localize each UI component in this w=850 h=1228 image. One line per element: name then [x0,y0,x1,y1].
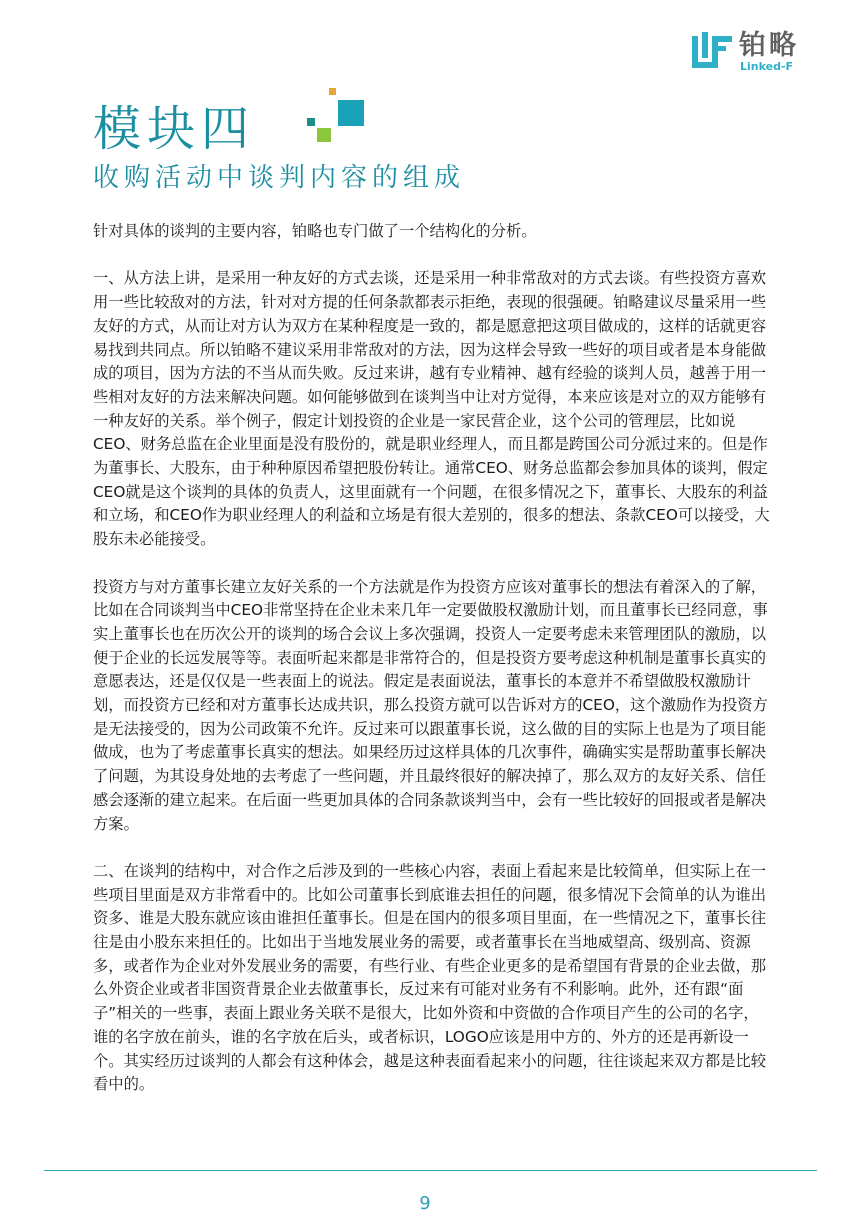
linked-f-logo-icon [692,32,734,72]
logo-chinese-name: 铂略 [739,30,799,61]
body-paragraph: 投资方与对方董事长建立友好关系的一个方法就是作为投资方应该对董事长的想法有着深入的了解，比如在合同谈判当中CEO非常坚持在企业未来几年一定要做股权激励计划，而且董事长已经同意，事实上董事长也在历次公开的谈判的场合会议上多次强调，投资人一定要考虑未来管理团队的激励，以便于企业的长远发展等等。表面听起来都是非常符合的，但是投资方要考虑这种机制是董事长真实的意愿表达，还是仅仅是一些表面上的说法。假定是表面说法，董事长的本意并不希望做股权激励计划，而投资方已经和对方董事长达成共识，那么投资方就可以告诉对方的CEO，这个激励作为投资方是无法接受的，因为公司政策不允许。反过来可以跟董事长说，这么做的目的实际上也是为了项目能做成，也为了考虑董事长真实的想法。如果经历过这样具体的几次事件，确确实实是帮助董事长解决了问题，为其设身处地的去考虑了一些问题，并且最终很好的解决掉了，那么双方的友好关系、信任感会逐渐的建立起来。在后面一些更加具体的合同条款谈判当中，会有一些比较好的回报或者是解决方案。 [93,577,768,833]
decorative-squares-icon [305,88,365,144]
page-number: 9 [419,1193,431,1214]
body-paragraph: 一、从方法上讲，是采用一种友好的方式去谈，还是采用一种非常敌对的方式去谈。有些投资方喜欢用一些比较敌对的方法，针对对方提的任何条款都表示拒绝，表现的很强硬。铂略建议尽量采用一些友好的方式，从而让对方认为双方在某种程度是一致的，都是愿意把这项目做成的，这样的话就更容易找到共同点。所以铂略不建议采用非常敌对的方法，因为这样会导致一些好的项目或者是本身能做成的项目，因为方法的不当从而失败。反过来讲，越有专业精神、越有经验的谈判人员，越善于用一些相对友好的方法来解决问题。如何能够做到在谈判当中让对方觉得，本来应该是对立的双方能够有一种友好的关系。举个例子，假定计划投资的企业是一家民营企业，这个公司的管理层，比如说CEO、财务总监在企业里面是没有股份的，就是职业经理人，而且都是跨国公司分派过来的。但是作为董事长、大股东，由于种种原因希望把股份转让。通常CEO、财务总监都会参加具体的谈判，假定CEO就是这个谈判的具体的负责人，这里面就有一个问题，在很多情况之下，董事长、大股东的利益和立场，和CEO作为职业经理人的利益和立场是有很大差别的，很多的想法、条款CEO可以接受，大股东未必能接受。 [93,269,770,549]
intro-paragraph: 针对具体的谈判的主要内容，铂略也专门做了一个结构化的分析。 [93,222,537,240]
body-paragraph: 二、在谈判的结构中，对合作之后涉及到的一些核心内容，表面上看起来是比较简单，但实际上在一些项目里面是双方非常看中的。比如公司董事长到底谁去担任的问题，很多情况下会简单的认为谁出资多、谁是大股东就应该由谁担任董事长。但是在国内的很多项目里面，在一些情况之下，董事长往往是由小股东来担任的。比如出于当地发展业务的需要，或者董事长在当地威望高、级别高、资源多，或者作为企业对外发展业务的需要，有些行业、有些企业更多的是希望国有背景的企业去做，那么外资企业或者非国资背景企业去做董事长，反过来有可能对业务有不利影响。此外，还有跟“面子”相关的一些事，表面上跟业务关联不是很大，比如外资和中资做的合作项目产生的公司的名字，谁的名字放在前头，谁的名字放在后头，或者标识，LOGO应该是用中方的、外方的还是再新设一个。其实经历过谈判的人都会有这种体会，越是这种表面看起来小的问题，往往谈起来双方都是比较看中的。 [93,861,767,1094]
module-subtitle: 收购活动中谈判内容的组成 [93,163,466,193]
article-body [93,220,773,1097]
module-title: 模块四 [93,101,256,157]
brand-logo [692,30,822,74]
logo-english-name: Linked-F [740,60,794,73]
footer-divider [44,1170,817,1171]
